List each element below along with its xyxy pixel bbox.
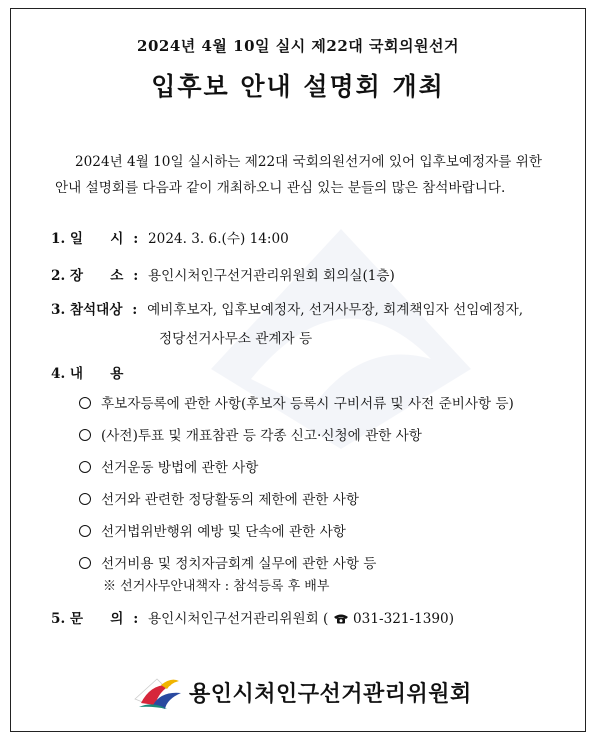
- colon: :: [132, 302, 138, 318]
- inquiry-label: 5. 문 의: [51, 611, 124, 627]
- organization-name: 용인시처인구선거관리위원회: [189, 682, 472, 707]
- attendees-line-2: 정당선거사무소 관계자 등: [159, 331, 313, 347]
- document-subtitle: 2024년 4월 10일 실시 제22대 국회의원선거: [137, 37, 459, 55]
- contents-row: [51, 362, 123, 382]
- circle-bullet-icon: [79, 429, 91, 441]
- colon: :: [133, 268, 139, 284]
- place-value: 용인시처인구선거관리위원회 회의실(1층): [148, 268, 395, 284]
- inquiry-phone: 031-321-1390: [353, 611, 449, 627]
- handbook-note: ※ 선거사무안내책자 : 참석등록 후 배부: [103, 579, 330, 594]
- contents-item: 선거와 관련한 정당활동의 제한에 관한 사항: [79, 488, 359, 508]
- attendees-label: 3. 참석대상: [51, 302, 123, 318]
- colon: :: [133, 611, 139, 627]
- attendees-line-1: 예비후보자, 입후보예정자, 선거사무장, 회계책임자 선임예정자,: [147, 302, 524, 318]
- intro-paragraph: [55, 149, 575, 201]
- attendees-row: [51, 298, 523, 318]
- place-row: [51, 264, 395, 284]
- document-title: 입후보 안내 설명회 개최: [151, 72, 445, 101]
- circle-bullet-icon: [79, 557, 91, 569]
- colon: :: [133, 231, 139, 247]
- contents-item: 선거법위반행위 예방 및 단속에 관한 사항: [79, 520, 346, 540]
- notice-document: [10, 8, 586, 732]
- circle-bullet-icon: [79, 461, 91, 473]
- inquiry-org: 용인시처인구선거관리위원회 (: [148, 611, 329, 627]
- schedule-value: 2024. 3. 6.(수) 14:00: [148, 231, 289, 247]
- circle-bullet-icon: [79, 493, 91, 505]
- intro-line-2: 안내 설명회를 다음과 같이 개최하오니 관심 있는 분들의 많은 참석바랍니다.: [55, 180, 506, 196]
- schedule-row: [51, 227, 289, 247]
- circle-bullet-icon: [79, 525, 91, 537]
- circle-bullet-icon: [79, 397, 91, 409]
- intro-line-1: 2024년 4월 10일 실시하는 제22대 국회의원선거에 있어 입후보예정자를 위한: [75, 154, 542, 170]
- organization-footer: [11, 673, 585, 713]
- election-commission-logo-icon: [131, 673, 187, 711]
- schedule-label: 1. 일 시: [51, 231, 124, 247]
- contents-item: 선거운동 방법에 관한 사항: [79, 456, 258, 476]
- inquiry-row: [51, 607, 454, 627]
- inquiry-close: ): [448, 611, 455, 627]
- place-label: 2. 장 소: [51, 268, 124, 284]
- contents-item: 선거비용 및 정치자금회계 실무에 관한 사항 등: [79, 552, 376, 572]
- contents-item: 후보자등록에 관한 사항(후보자 등록시 구비서류 및 사전 준비사항 등): [79, 392, 514, 412]
- phone-icon: [333, 613, 349, 624]
- contents-label: 4. 내 용: [51, 366, 124, 382]
- contents-item: (사전)투표 및 개표참관 등 각종 신고·신청에 관한 사항: [79, 424, 422, 444]
